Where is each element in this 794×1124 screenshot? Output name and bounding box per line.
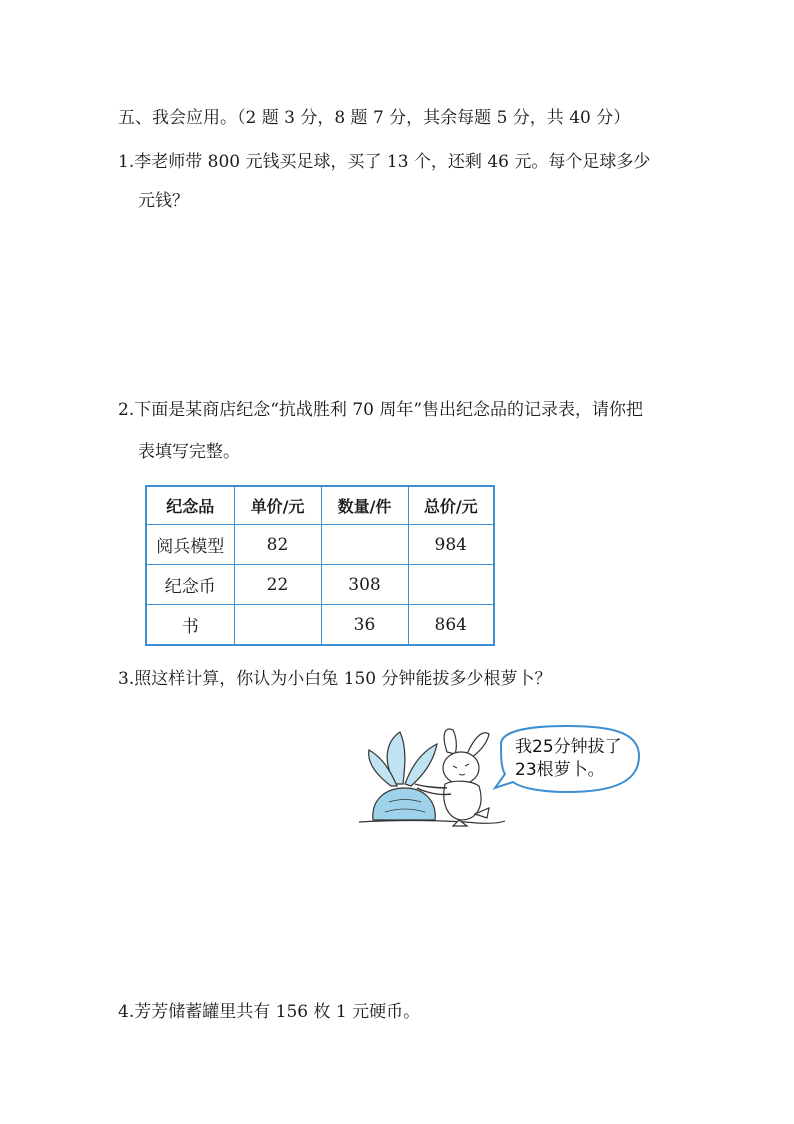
header-souvenir: 纪念品 <box>146 486 234 525</box>
table-row <box>146 605 494 646</box>
header-unit-price: 单价/元 <box>234 486 321 525</box>
souvenir-record-table <box>145 485 495 646</box>
header-quantity: 数量/件 <box>321 486 408 525</box>
cell-total-price: 984 <box>408 525 494 565</box>
cell-total-price: 864 <box>408 605 494 646</box>
question-3-line-1: 3.照这样计算，你认为小白兔 150 分钟能拔多少根萝卜？ <box>118 669 552 689</box>
question-1-line-2: 元钱？ <box>138 191 189 211</box>
table-header-row <box>146 486 494 525</box>
header-total-price: 总价/元 <box>408 486 494 525</box>
question-2-line-1: 2.下面是某商店纪念“抗战胜利 70 周年”售出纪念品的记录表，请你把 <box>118 400 644 420</box>
question-1-line-1: 1.李老师带 800 元钱买足球，买了 13 个，还剩 46 元。每个足球多少 <box>118 152 651 172</box>
cell-item: 纪念币 <box>146 565 234 605</box>
cell-quantity: 36 <box>321 605 408 646</box>
cell-total-price-blank[interactable] <box>408 565 494 605</box>
rabbit-pulling-radish-illustration <box>355 722 655 830</box>
speech-bubble-line-2: 23根萝卜。 <box>515 760 605 780</box>
table-row <box>146 565 494 605</box>
cell-item: 阅兵模型 <box>146 525 234 565</box>
cell-quantity: 308 <box>321 565 408 605</box>
cell-unit-price: 22 <box>234 565 321 605</box>
cell-unit-price: 82 <box>234 525 321 565</box>
cell-quantity-blank[interactable] <box>321 525 408 565</box>
question-2-line-2: 表填写完整。 <box>138 442 240 462</box>
question-4-line-1: 4.芳芳储蓄罐里共有 156 枚 1 元硬币。 <box>118 1002 421 1022</box>
speech-bubble-line-1: 我25分钟拔了 <box>515 737 622 757</box>
section-heading: 五、我会应用。（2 题 3 分，8 题 7 分，其余每题 5 分，共 40 分） <box>118 108 631 128</box>
cell-unit-price-blank[interactable] <box>234 605 321 646</box>
cell-item: 书 <box>146 605 234 646</box>
table-row <box>146 525 494 565</box>
